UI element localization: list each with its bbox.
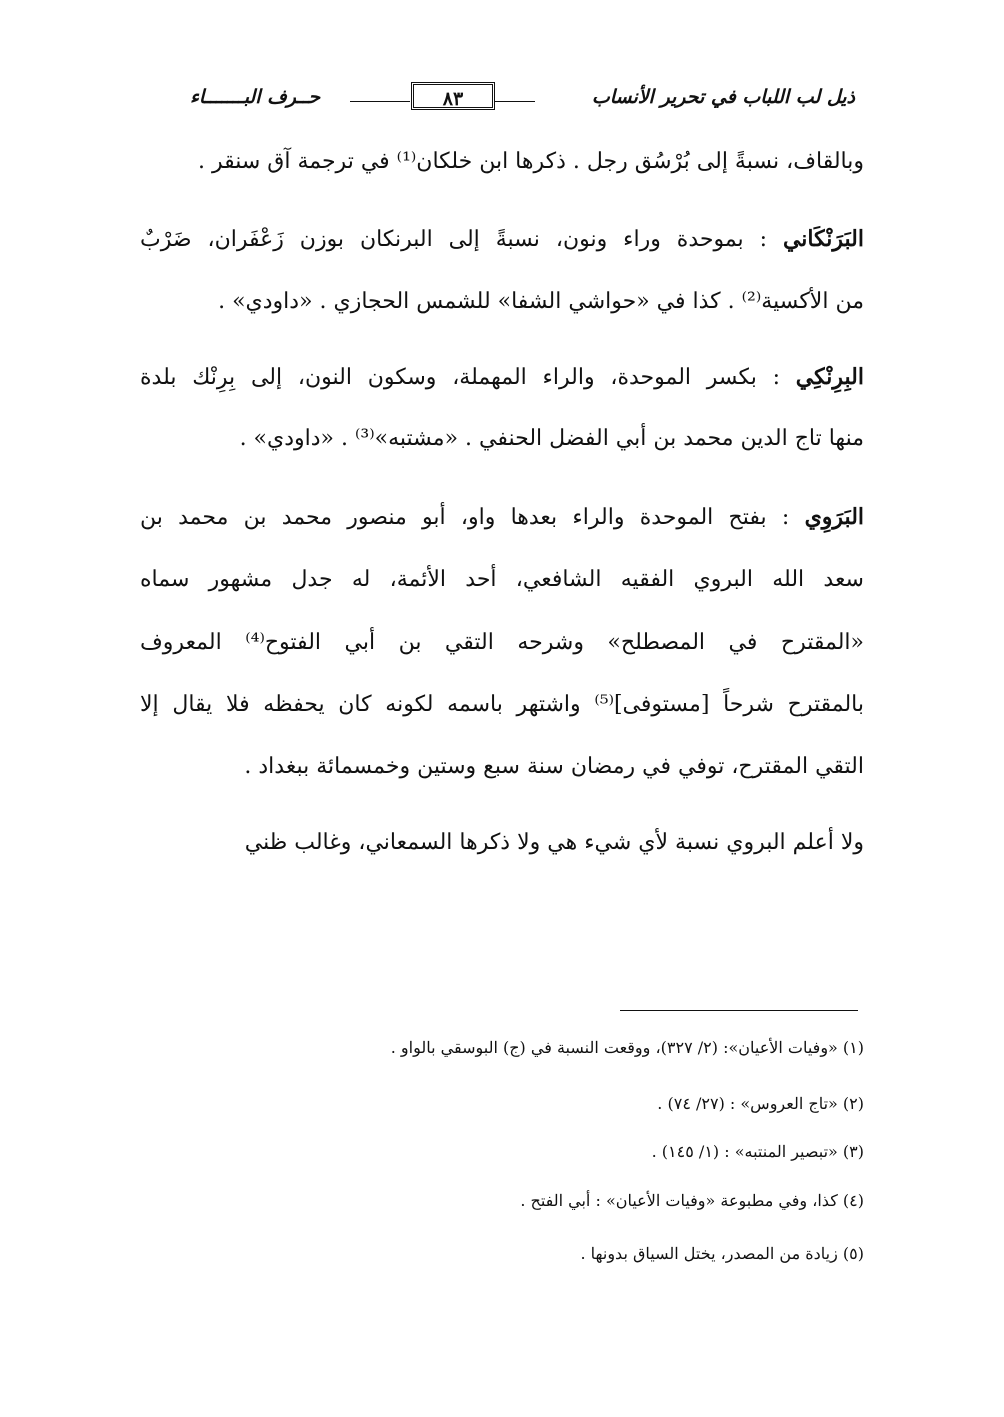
page-number: ٨٣ bbox=[411, 82, 495, 110]
footnote: (٢) «تاج العروس» : (٢٧/ ٧٤) . bbox=[657, 1094, 864, 1113]
header-rule bbox=[495, 101, 535, 102]
entry-headword: البِرِنْكِي bbox=[795, 364, 864, 390]
chapter-title: حــرف البـــــــاء bbox=[190, 86, 321, 108]
entry-headword: البَرَنْكَاني bbox=[782, 226, 864, 252]
body-line: التقي المقترح، توفي في رمضان سنة سبع وستين وخمسمائة ببغداد . bbox=[244, 754, 864, 779]
entry-line bbox=[140, 358, 864, 397]
book-title: ذيل لب اللباب في تحرير الأنساب bbox=[591, 86, 855, 108]
body-line: وبالقاف، نسبةً إلى بُرْسُق رجل . ذكرها ابن خلكان⁽¹⁾ في ترجمة آق سنقر . bbox=[197, 149, 864, 174]
entry-headword: البَرَوِي bbox=[804, 504, 865, 530]
body-line: سعد الله البروي الفقيه الشافعي، أحد الأئمة، له جدل مشهور سماه bbox=[140, 567, 864, 592]
footnote-separator bbox=[620, 1010, 858, 1011]
entry-text: : بكسر الموحدة، والراء المهملة، وسكون النون، إلى بِرِنْك بلدة bbox=[140, 365, 781, 390]
body-line: بالمقترح شرحاً [مستوفى]⁽⁵⁾ واشتهر باسمه لكونه كان يحفظه فلا يقال إلا bbox=[140, 692, 864, 717]
footnote: (١) «وفيات الأعيان»: (٢/ ٣٢٧)، ووقعت النسبة في (ج) البوسقي بالواو . bbox=[390, 1038, 864, 1057]
footnote: (٤) كذا، وفي مطبوعة «وفيات الأعيان» : أبي الفتح . bbox=[520, 1191, 864, 1210]
body-line: منها تاج الدين محمد بن أبي الفضل الحنفي . «مشتبه»⁽³⁾ . «داودي» . bbox=[239, 426, 864, 451]
running-header bbox=[190, 82, 855, 116]
body-line: من الأكسية⁽²⁾ . كذا في «حواشي الشفا» للشمس الحجازي . «داودي» . bbox=[218, 289, 864, 314]
body-line: «المقترح في المصطلح» وشرحه التقي بن أبي الفتوح⁽⁴⁾ المعروف bbox=[140, 630, 864, 655]
header-rule bbox=[350, 101, 410, 102]
entry-line bbox=[140, 498, 864, 537]
entry-text: : بفتح الموحدة والراء بعدها واو، أبو منصور محمد بن محمد بن bbox=[140, 505, 790, 530]
entry-text: : بموحدة وراء ونون، نسبةً إلى البرنكان بوزن زَعْفَران، ضَرْبٌ bbox=[140, 227, 768, 252]
entry-line bbox=[140, 220, 864, 259]
footnote: (٥) زيادة من المصدر، يختل السياق بدونها . bbox=[580, 1244, 864, 1263]
footnote: (٣) «تبصير المنتبه» : (١/ ١٤٥) . bbox=[651, 1142, 864, 1161]
body-line: ولا أعلم البروي نسبة لأي شيء هي ولا ذكرها السمعاني، وغالب ظني bbox=[244, 830, 864, 855]
